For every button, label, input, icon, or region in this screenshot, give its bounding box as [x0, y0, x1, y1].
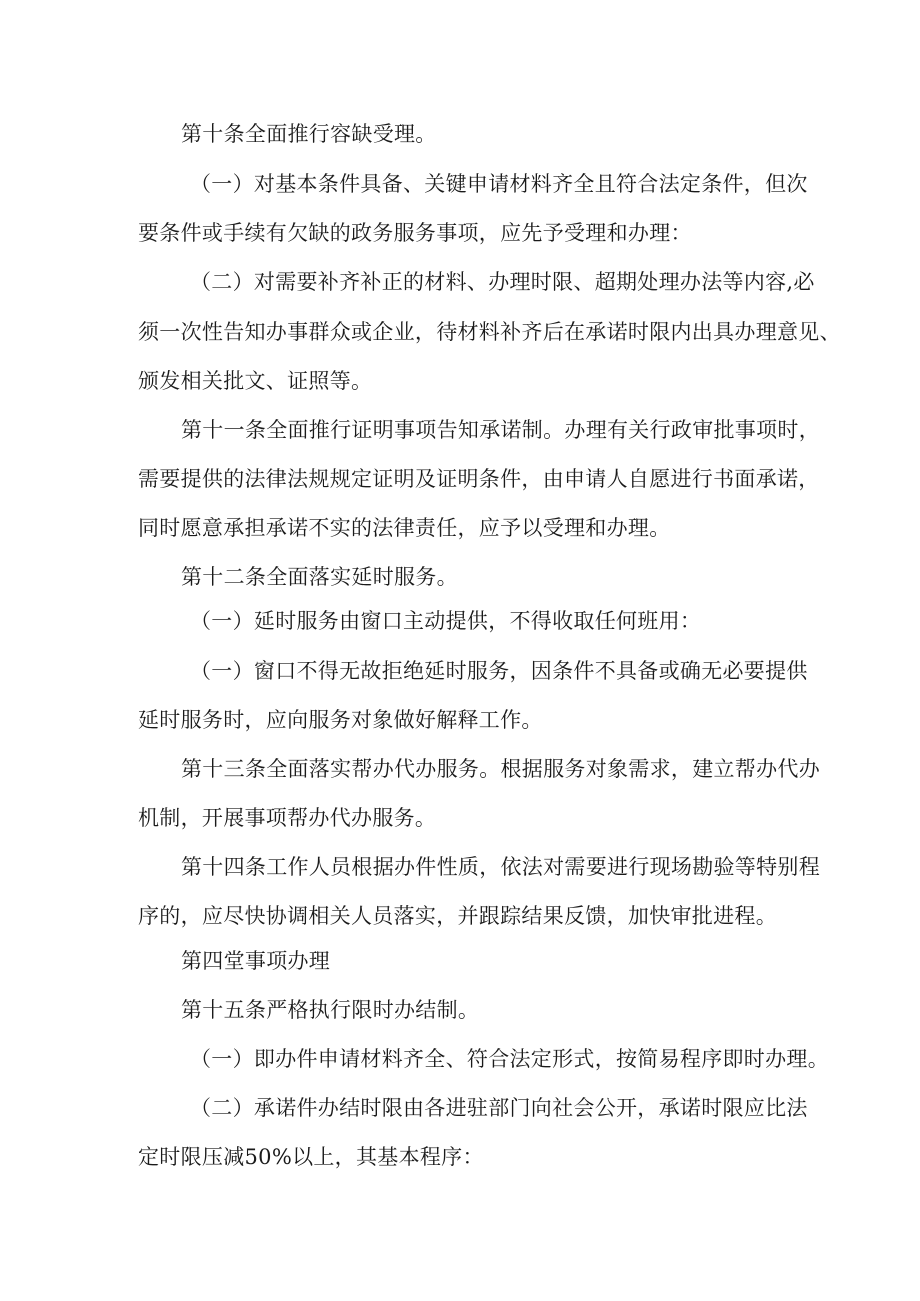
text-line: 要条件或手续有欠缺的政务服务事项，应先予受理和办理：: [138, 221, 692, 245]
text-line: 第十三条全面落实帮办代办服务。根据服务对象需求，建立帮办代办: [181, 757, 820, 781]
text-line: 同时愿意承担承诺不实的法律责任，应予以受理和办理。: [138, 516, 671, 540]
text-line: （一）延时服务由窗口主动提供，不得收取任何班用：: [190, 609, 702, 633]
text-line: 定时限压减50%以上，其基本程序：: [138, 1145, 484, 1169]
text-line: （一）即办件申请材料齐全、符合法定形式，按简易程序即时办理。: [190, 1047, 829, 1071]
text-line: 第十一条全面推行证明事项告知承诺制。办理有关行政审批事项时，: [181, 418, 820, 442]
text-line: （一）对基本条件具备、关键申请材料齐全且符合法定条件，但次: [190, 172, 808, 196]
text-line: （二）对需要补齐补正的材料、办理时限、超期处理办法等内容,必: [190, 270, 815, 294]
text-line: 第十条全面推行容缺受理。: [181, 122, 437, 146]
text-line: 序的，应尽快协调相关人员落实，并跟踪结果反馈，加快审批进程。: [138, 904, 777, 928]
text-line: 机制，开展事项帮办代办服务。: [138, 806, 437, 830]
text-line: （一）窗口不得无故拒绝延时服务，因条件不具备或确无必要提供: [190, 659, 808, 683]
text-line: 颁发相关批文、证照等。: [138, 369, 373, 393]
text-line: 第十四条工作人员根据办件性质，依法对需要进行现场勘验等特别程: [181, 855, 820, 879]
text-line: 第十五条严格执行限时办结制。: [181, 998, 480, 1022]
text-line: 须一次性告知办事群众或企业，待材料补齐后在承诺时限内出具办理意见、: [138, 320, 841, 344]
text-line: 延时服务时，应向服务对象做好解释工作。: [138, 708, 543, 732]
text-line: 第四堂事项办理: [181, 949, 331, 973]
text-line: （二）承诺件办结时限由各进驻部门向社会公开，承诺时限应比法: [190, 1096, 808, 1120]
text-line: 第十二条全面落实延时服务。: [181, 565, 458, 589]
text-line: 需要提供的法律法规规定证明及证明条件，由申请人自愿进行书面承诺，: [138, 467, 820, 491]
